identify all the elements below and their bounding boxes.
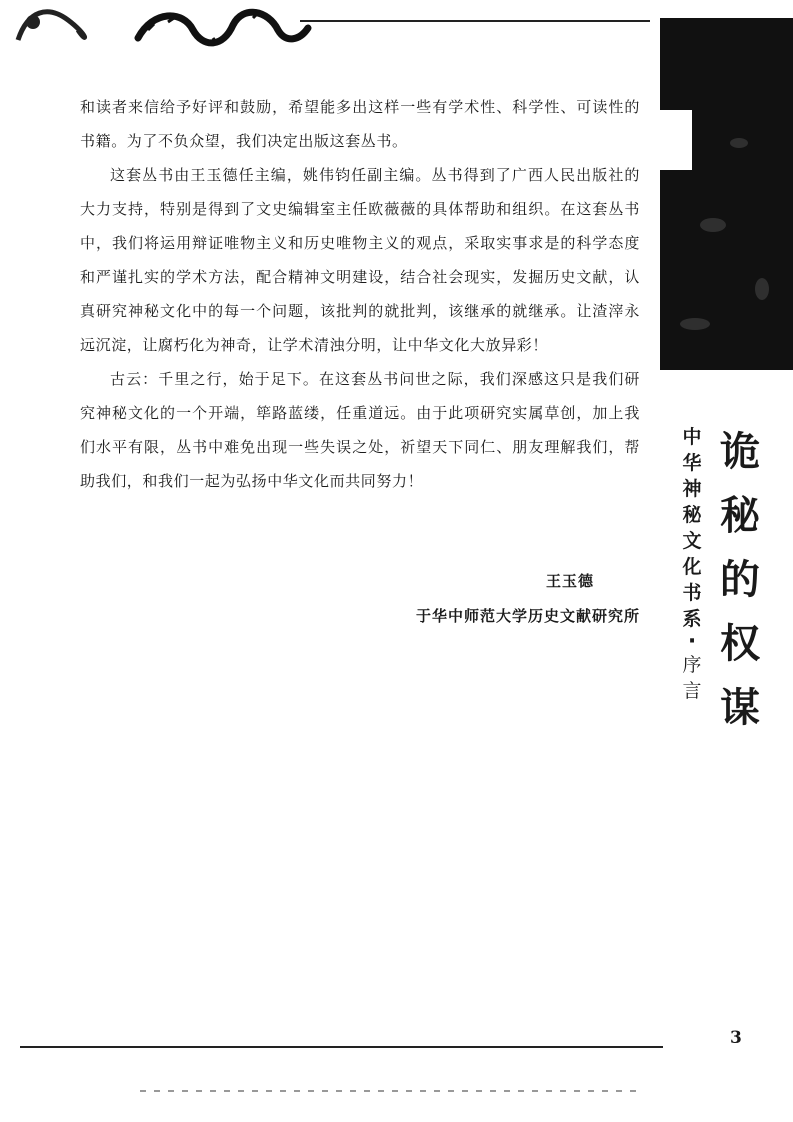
series-char: · [687, 629, 697, 654]
series-char: 言 [682, 680, 702, 702]
book-title-char: 秘 [720, 492, 760, 539]
book-title-vertical [712, 420, 768, 740]
book-title-char: 的 [720, 556, 760, 603]
paragraph: 古云：千里之行，始于足下。在这套丛书问世之际，我们深感这只是我们研究神秘文化的一个开端，筚路蓝缕，任重道远。由于此项研究实属草创，加上我们水平有限，丛书中难免出现一些失误之处，祈望天下同仁、朋友理解我们，帮助我们，和我们一起为弘扬中华文化而共同努力！ [80, 370, 640, 490]
series-title-vertical [676, 424, 708, 704]
series-char: 神 [682, 478, 702, 500]
series-char: 书 [682, 582, 702, 604]
signature-name: 王玉德 [545, 572, 594, 590]
series-char: 系 [682, 608, 702, 630]
series-char: 化 [682, 556, 702, 578]
footer-rule [20, 1046, 663, 1048]
signature-org: 于华中师范大学历史文献研究所 [415, 607, 640, 625]
book-title-char: 权 [720, 620, 760, 667]
series-char: 华 [682, 452, 702, 474]
series-char: 中 [682, 426, 702, 448]
book-title-char: 谋 [720, 684, 760, 731]
header-rule [300, 20, 650, 22]
series-char: 文 [682, 530, 702, 552]
band-notch [660, 110, 692, 170]
page-number: 3 [730, 1028, 742, 1048]
paragraph: 和读者来信给予好评和鼓励，希望能多出这样一些有学术性、科学性、可读性的书籍。为了不负众望，我们决定出版这套丛书。 [80, 98, 640, 150]
book-title-char: 诡 [720, 428, 760, 475]
side-decorative-band [660, 18, 793, 370]
series-char: 秘 [682, 504, 702, 526]
paragraph: 这套丛书由王玉德任主编，姚伟钧任副主编。丛书得到了广西人民出版社的大力支持，特别是得到了文史编辑室主任欧薇薇的具体帮助和组织。在这套丛书中，我们将运用辩证唯物主义和历史唯物主义的观点，采取实事求是的科学态度和严谨扎实的学术方法，配合精神文明建设，结合社会现实，发掘历史文献，认真研究神秘文化中的每一个问题，该批判的就批判，该继承的就继承。让渣滓永远沉淀，让腐朽化为神奇，让学术清浊分明，让中华文化大放异彩！ [80, 166, 640, 354]
dragon-ornament-icon [8, 0, 368, 52]
scan-noise [140, 1090, 640, 1092]
series-char: 序 [682, 654, 702, 676]
preface-body [80, 90, 640, 498]
